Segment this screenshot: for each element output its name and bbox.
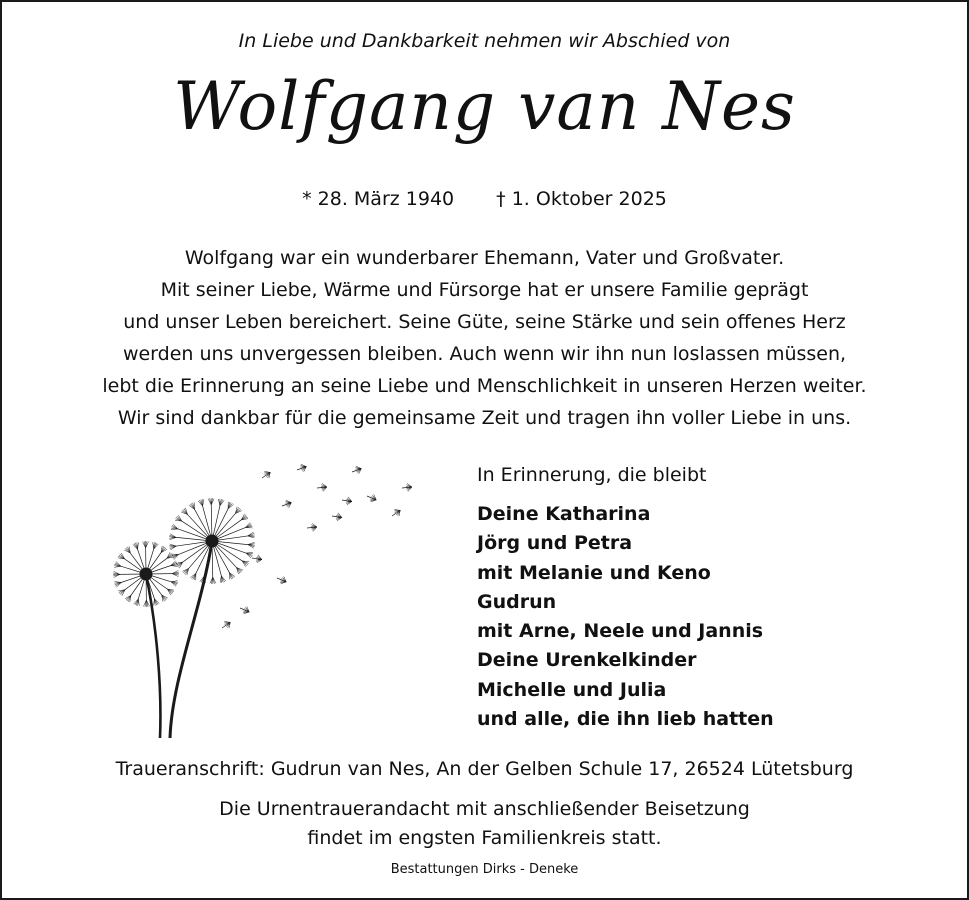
memorial-line: Wolfgang war ein wunderbarer Ehemann, Vater und Großvater.: [184, 247, 785, 269]
memorial-line: Wir sind dankbar für die gemeinsame Zeit und tragen ihn voller Liebe in uns.: [117, 407, 852, 429]
memorial-line: und unser Leben bereichert. Seine Güte, seine Stärke und sein offenes Herz: [123, 311, 846, 333]
mourner-name: und alle, die ihn lieb hatten: [477, 708, 774, 731]
ceremony-line: findet im engsten Familienkreis statt.: [307, 827, 662, 849]
mourner-name: Michelle und Julia: [477, 678, 667, 701]
deceased-name: Wolfgang van Nes: [173, 68, 796, 145]
birth-date: * 28. März 1940: [302, 188, 455, 210]
death-date: † 1. Oktober 2025: [496, 188, 667, 210]
funeral-home: Bestattungen Dirks - Deneke: [390, 862, 579, 877]
memorial-line: werden uns unvergessen bleiben. Auch wenn wir ihn nun loslassen müssen,: [122, 343, 847, 365]
mourner-name: Deine Urenkelkinder: [477, 649, 697, 672]
mourners-block: [477, 464, 774, 734]
mourner-name: mit Melanie und Keno: [477, 561, 711, 584]
mourner-name: mit Arne, Neele und Jannis: [477, 620, 764, 643]
memorial-line: Mit seiner Liebe, Wärme und Fürsorge hat er unsere Familie geprägt: [160, 279, 809, 301]
mourner-name: Deine Katharina: [477, 503, 651, 525]
mourners-lead: In Erinnerung, die bleibt: [477, 464, 707, 486]
intro-line: In Liebe und Dankbarkeit nehmen wir Abschied von: [238, 30, 731, 52]
memorial-text: [2, 242, 967, 434]
mourner-name: Gudrun: [477, 590, 557, 613]
memorial-line: lebt die Erinnerung an seine Liebe und Menschlichkeit in unseren Herzen weiter.: [102, 375, 867, 397]
mourning-address: Traueranschrift: Gudrun van Nes, An der Gelben Schule 17, 26524 Lütetsburg: [115, 758, 854, 780]
dandelion-icon: [102, 458, 422, 743]
ceremony-note: [2, 795, 967, 853]
mourner-name: Jörg und Petra: [477, 532, 633, 555]
mourner-names: [477, 500, 774, 734]
ceremony-line: Die Urnentrauerandacht mit anschließender Beisetzung: [219, 798, 750, 820]
life-dates: [2, 188, 967, 210]
